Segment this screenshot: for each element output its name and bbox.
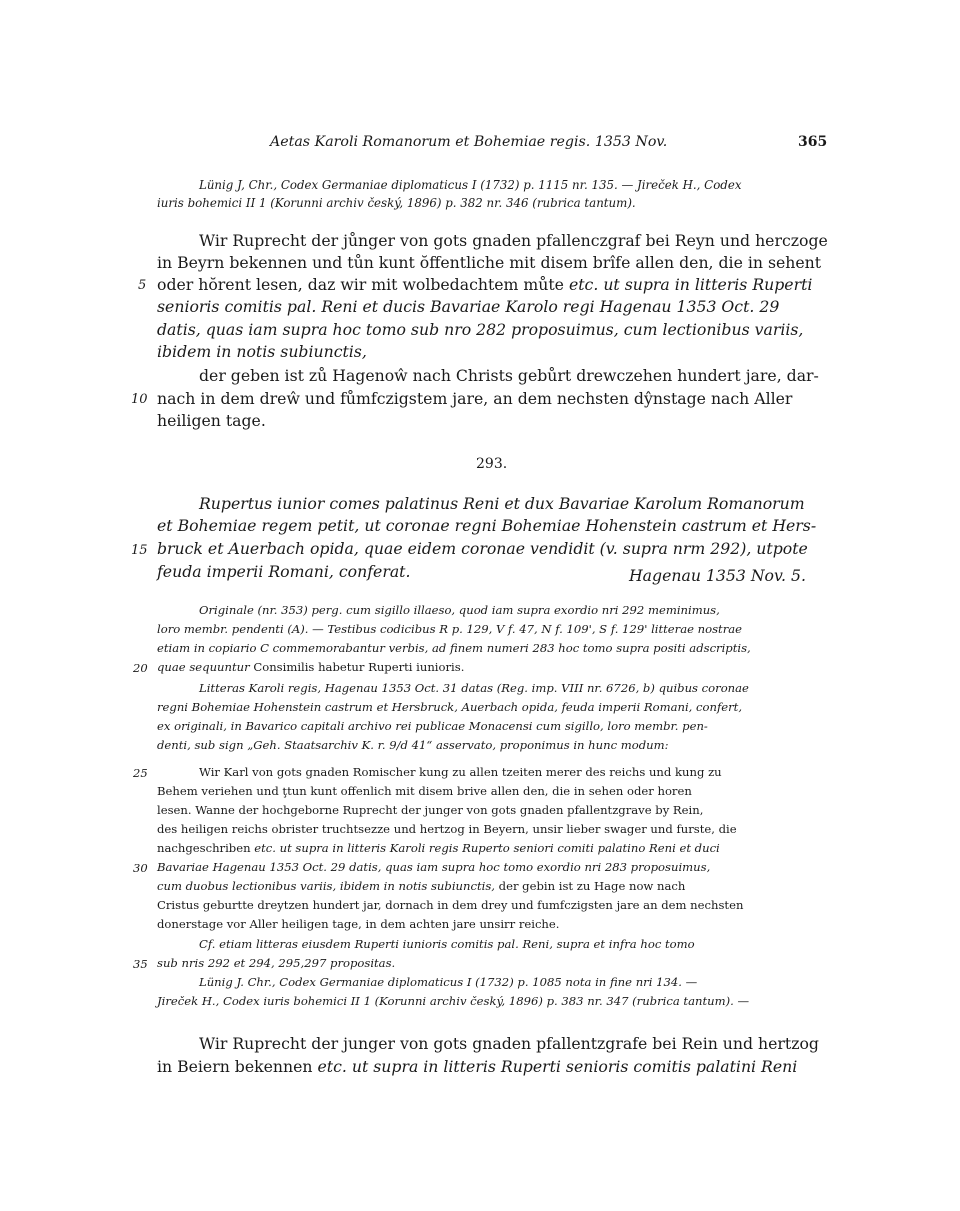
bibliography-line: Jireček H., Codex iuris bohemici II 1 (Korunni archiv český, 1896) p. 383 nr. 347 (rubrica tantum). — (157, 994, 750, 1008)
text-line: der geben ist zů Hagenoŵ nach Christs gebůrt drewczehen hundert jare, dar- (199, 366, 819, 385)
karl-text-line: Bavariae Hagenau 1353 Oct. 29 datis, quas iam supra hoc tomo exordio nri 283 proposuimus, (157, 860, 711, 874)
apparatus-line: loro membr. pendenti (A). — Testibus codicibus R p. 129, V f. 47, N f. 109', S f. 129' litterae nostrae (157, 622, 743, 636)
text-roman: der gebin ist zu Hage now nach (498, 879, 686, 893)
text-italic: cum duobus lectionibus variis, ibidem in notis subiunctis, (157, 879, 499, 893)
apparatus-line (157, 660, 464, 674)
apparatus-line: Litteras Karoli regis, Hagenau 1353 Oct. 31 datas (Reg. imp. VIII nr. 6726, b) quibus coronae (199, 681, 749, 695)
text-roman: nachgeschriben (157, 841, 255, 855)
text-line: Wir Ruprecht der jůnger von gots gnaden pfallenczgraf bei Reyn und herczoge (199, 231, 828, 250)
apparatus-line: etiam in copiario C commemorabantur verbis, ad finem numeri 283 hoc tomo supra positi adscriptis, (157, 641, 751, 655)
text-italic: etc. ut supra in litteris Karoli regis Ruperto seniori comiti palatino Reni et duci (254, 841, 720, 855)
text-italic: etc. ut supra in litteris Ruperti senioris comitis palatini Reni (317, 1057, 798, 1076)
place-date: Hagenau 1353 Nov. 5. (629, 566, 806, 585)
text-line: Wir Ruprecht der junger von gots gnaden pfallentzgrafe bei Rein und hertzog (199, 1034, 819, 1053)
karl-text-line (157, 879, 685, 893)
line-number: 15 (131, 543, 148, 558)
header-title: Aetas Karoli Romanorum et Bohemiae regis. 1353 Nov. (270, 134, 668, 150)
text-roman: oder hŏrent lesen, daz wir mit wolbedachtem můte (157, 275, 569, 294)
line-number: 30 (133, 861, 148, 875)
regest-line: et Bohemiae regem petit, ut coronae regni Bohemiae Hohenstein castrum et Hers- (157, 516, 817, 535)
apparatus-line: ex originali, in Bavarico capitali archivo rei publicae Monacensi cum sigillo, loro membr. pen- (157, 719, 708, 733)
top-footnote-line: Lünig J, Chr., Codex Germaniae diplomaticus I (1732) p. 1115 nr. 135. — Jireček H., Codex (199, 178, 742, 192)
apparatus-line: Originale (nr. 353) perg. cum sigillo illaeso, quod iam supra exordio nri 292 meminimus, (199, 603, 720, 617)
text-line (157, 275, 812, 294)
regest-line: feuda imperii Romani, conferat. (157, 562, 411, 581)
top-footnote-line: iuris bohemici II 1 (Korunni archiv český, 1896) p. 382 nr. 346 (rubrica tantum). (157, 196, 636, 210)
text-line (157, 1057, 797, 1076)
line-number: 10 (131, 392, 148, 407)
text-roman: in Beiern bekennen (157, 1057, 318, 1076)
text-roman: Consimilis habetur Ruperti iunioris. (253, 660, 465, 674)
apparatus-line: denti, sub sign „Geh. Staatsarchiv K. r. 9/d 41“ asservato, proponimus in hunc modum: (157, 738, 669, 752)
line-number: 20 (133, 661, 148, 675)
line-number: 25 (133, 766, 148, 780)
page-number: 365 (798, 134, 828, 150)
line-number: 35 (133, 957, 148, 971)
karl-text-line: Cristus geburtte dreytzen hundert jar, dornach in dem drey und fumfczigsten jare an dem nechsten (157, 898, 744, 912)
text-line: datis, quas iam supra hoc tomo sub nro 282 proposuimus, cum lectionibus variis, (157, 320, 804, 339)
regest-line: bruck et Auerbach opida, quae eidem coronae vendidit (v. supra nrm 292), utpote (157, 539, 808, 558)
text-line: ibidem in notis subiunctis, (157, 342, 367, 361)
text-line: nach in dem dreŵ und fůmfczigstem jare, an dem nechsten dŷnstage nach Aller (157, 389, 793, 408)
regest-line: Rupertus iunior comes palatinus Reni et dux Bavariae Karolum Romanorum (199, 494, 805, 513)
text-line: senioris comitis pal. Reni et ducis Bavariae Karolo regi Hagenau 1353 Oct. 29 (157, 297, 780, 316)
karl-text-line: lesen. Wanne der hochgeborne Ruprecht der junger von gots gnaden pfallentzgrave by Rein, (157, 803, 704, 817)
cf-line: sub nris 292 et 294, 295,297 propositas. (157, 956, 396, 970)
karl-text-line: Wir Karl von gots gnaden Romischer kung zu allen tzeiten merer des reichs und kung zu (199, 765, 722, 779)
text-italic: quae sequuntur (157, 660, 254, 674)
document-number: 293. (476, 456, 508, 472)
karl-text-line: Behem veriehen und ţtun kunt offenlich mit disem brive allen den, die in sehen oder horen (157, 784, 692, 798)
line-number: 5 (138, 278, 147, 293)
karl-text-line (157, 841, 720, 855)
text-line: heiligen tage. (157, 411, 266, 430)
karl-text-line: donerstage vor Aller heiligen tage, in dem achten jare unsirr reiche. (157, 917, 560, 931)
bibliography-line: Lünig J. Chr., Codex Germaniae diplomaticus I (1732) p. 1085 nota in fine nri 134. — (199, 975, 698, 989)
karl-text-line: des heiligen reichs obrister truchtsezze und hertzog in Beyern, unsir lieber swager und furste, die (157, 822, 737, 836)
cf-line: Cf. etiam litteras eiusdem Ruperti iunioris comitis pal. Reni, supra et infra hoc tomo (199, 937, 695, 951)
text-line: in Beyrn bekennen und tůn kunt ŏffentliche mit disem brîfe allen den, die in sehent (157, 253, 822, 272)
apparatus-line: regni Bohemiae Hohenstein castrum et Hersbruck, Auerbach opida, feuda imperii Romani, confert, (157, 700, 743, 714)
text-italic: etc. ut supra in litteris Ruperti (568, 275, 813, 294)
